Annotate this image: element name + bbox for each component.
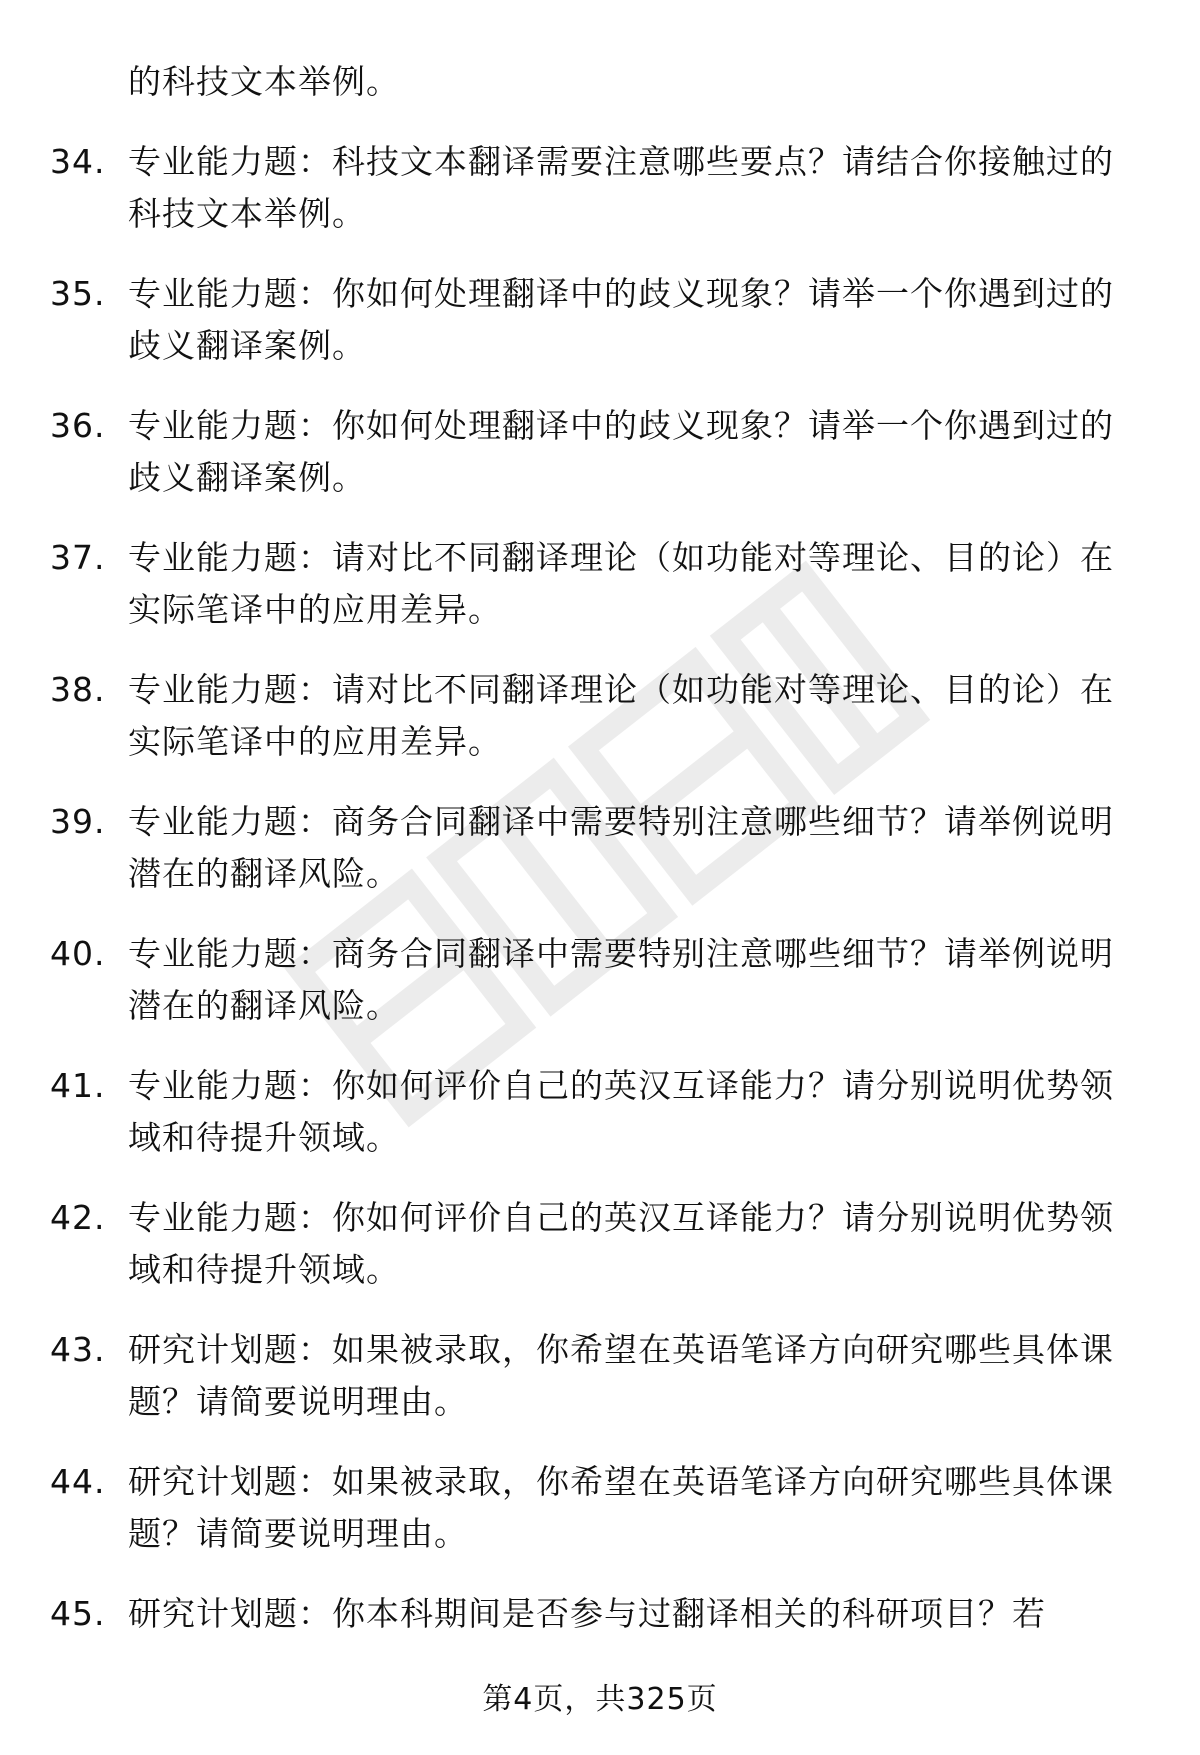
question-number: 36. xyxy=(50,406,106,445)
question-number: 38. xyxy=(50,670,106,709)
question-item xyxy=(50,400,1140,504)
question-number: 41. xyxy=(50,1066,106,1105)
question-number: 34. xyxy=(50,142,106,181)
question-item xyxy=(50,796,1140,900)
question-item xyxy=(50,136,1140,240)
question-item xyxy=(50,1588,1140,1640)
question-item xyxy=(50,532,1140,636)
question-item xyxy=(50,1324,1140,1428)
question-list xyxy=(50,136,1140,1640)
question-text: 研究计划题：如果被录取，你希望在英语笔译方向研究哪些具体课题？请简要说明理由。 xyxy=(128,1330,1114,1421)
question-number: 40. xyxy=(50,934,106,973)
question-item xyxy=(50,664,1140,768)
question-text: 专业能力题：请对比不同翻译理论（如功能对等理论、目的论）在实际笔译中的应用差异。 xyxy=(128,538,1114,629)
question-item xyxy=(50,1060,1140,1164)
question-number: 37. xyxy=(50,538,106,577)
question-text: 专业能力题：你如何处理翻译中的歧义现象？请举一个你遇到过的歧义翻译案例。 xyxy=(128,406,1114,497)
question-text: 专业能力题：你如何评价自己的英汉互译能力？请分别说明优势领域和待提升领域。 xyxy=(128,1198,1114,1289)
question-number: 43. xyxy=(50,1330,106,1369)
page-footer: 第4页，共325页 xyxy=(482,1682,718,1717)
question-text: 专业能力题：商务合同翻译中需要特别注意哪些细节？请举例说明潜在的翻译风险。 xyxy=(128,934,1114,1025)
question-item xyxy=(50,1456,1140,1560)
question-number: 45. xyxy=(50,1594,106,1633)
continued-text: 的科技文本举例。 xyxy=(128,62,400,101)
question-text: 专业能力题：商务合同翻译中需要特别注意哪些细节？请举例说明潜在的翻译风险。 xyxy=(128,802,1114,893)
question-number: 42. xyxy=(50,1198,106,1237)
question-text: 专业能力题：科技文本翻译需要注意哪些要点？请结合你接触过的科技文本举例。 xyxy=(128,142,1114,233)
question-content xyxy=(50,56,1140,1668)
question-item xyxy=(50,268,1140,372)
question-text: 专业能力题：请对比不同翻译理论（如功能对等理论、目的论）在实际笔译中的应用差异。 xyxy=(128,670,1114,761)
question-item xyxy=(50,928,1140,1032)
question-number: 39. xyxy=(50,802,106,841)
question-text: 专业能力题：你如何评价自己的英汉互译能力？请分别说明优势领域和待提升领域。 xyxy=(128,1066,1114,1157)
question-text: 研究计划题：如果被录取，你希望在英语笔译方向研究哪些具体课题？请简要说明理由。 xyxy=(128,1462,1114,1553)
question-number: 44. xyxy=(50,1462,106,1501)
question-text: 研究计划题：你本科期间是否参与过翻译相关的科研项目？若 xyxy=(128,1594,1046,1633)
question-number: 35. xyxy=(50,274,106,313)
question-text: 专业能力题：你如何处理翻译中的歧义现象？请举一个你遇到过的歧义翻译案例。 xyxy=(128,274,1114,365)
question-item xyxy=(50,1192,1140,1296)
